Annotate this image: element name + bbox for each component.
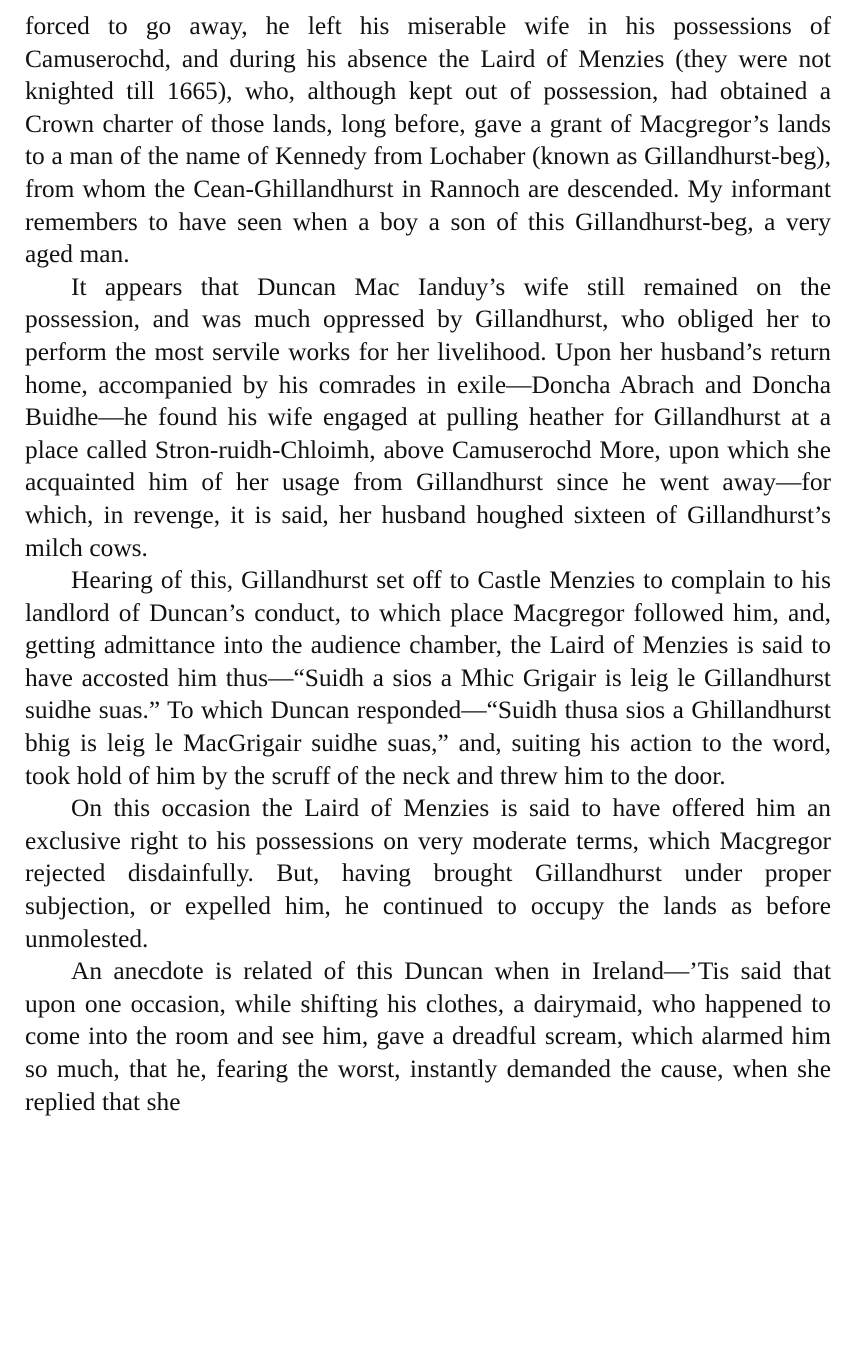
paragraph-ireland-anecdote: An anecdote is related of this Duncan when in Ireland—’Tis said that upon one occasion, while shifting his clothes, a dairymaid, who happened to come into the room and see him, gave a dreadful scream, which alarmed him so much, that he, fearing the worst, instantly demanded the cause, when she replied that she	[25, 957, 831, 1116]
paragraph-continuation: forced to go away, he left his miserable wife in his possessions of Camuserochd, and during his absence the Laird of Menzies (they were not knighted till 1665), who, although kept out of possession, had obtained a Crown charter of those lands, long before, gave a grant of Macgregor’s lands to a man of the name of Kennedy from Lochaber (known as Gillandhurst-beg), from whom the Cean-Ghillandhurst in Rannoch are descended. My informant remembers to have seen when a boy a son of this Gillandhurst-beg, a very aged man.	[25, 12, 831, 269]
paragraph-wife-oppressed: It appears that Duncan Mac Ianduy’s wife still remained on the possession, and was much oppressed by Gillandhurst, who obliged her to perform the most servile works for her livelihood. Upon her husband’s return home, accompanied by his comrades in exile—Doncha Abrach and Doncha Buidhe—he found his wife engaged at pulling heather for Gillandhurst at a place called Stron-ruidh-Chloimh, above Camuserochd More, upon which she acquainted him of her usage from Gillandhurst since he went away—for which, in revenge, it is said, her husband houghed sixteen of Gillandhurst’s milch cows.	[25, 272, 831, 562]
paragraph-offer-rejected: On this occasion the Laird of Menzies is said to have offered him an exclusive right to his possessions on very moderate terms, which Macgregor rejected disdainfully. But, having brought Gillandhurst under proper subjection, or expelled him, he continued to occupy the lands as before unmolested.	[25, 794, 831, 953]
paragraph-castle-menzies: Hearing of this, Gillandhurst set off to Castle Menzies to complain to his landlord of Duncan’s conduct, to which place Macgregor followed him, and, getting admittance into the audience chamber, the Laird of Menzies is said to have accosted him thus—“Suidh a sios a Mhic Grigair is leig le Gillandhurst suidhe suas.” To which Duncan responded—“Suidh thusa sios a Ghillandhurst bhig is leig le MacGrigair suidhe suas,” and, suiting his action to the word, took hold of him by the scruff of the neck and threw him to the door.	[25, 566, 831, 790]
